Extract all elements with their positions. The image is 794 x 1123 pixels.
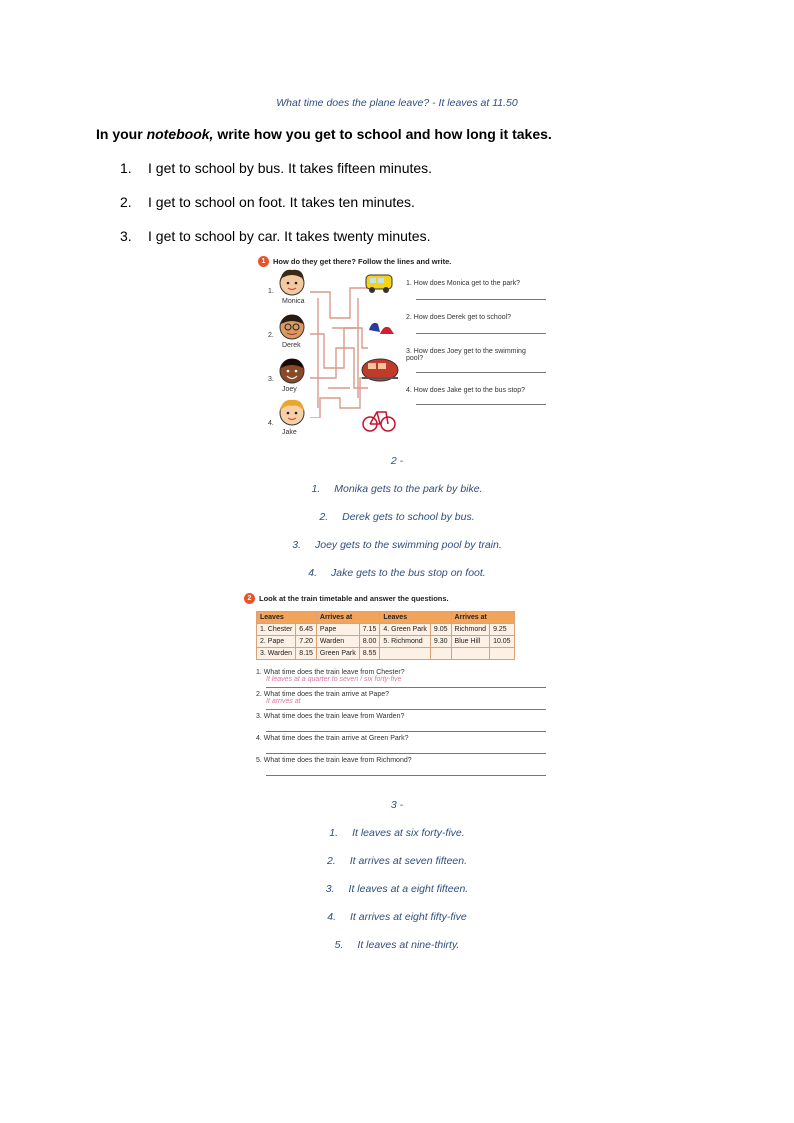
table-cell: 1. Chester	[257, 624, 296, 636]
table-row	[257, 648, 515, 660]
item-number: 4.	[327, 911, 337, 923]
instruction-emphasis: notebook,	[146, 126, 214, 142]
table-cell: 2. Pape	[257, 636, 296, 648]
table-cell: 7.20	[296, 636, 317, 648]
table-cell: 8.15	[296, 648, 317, 660]
item-text: I get to school by bus. It takes fifteen minutes.	[148, 160, 433, 176]
item-text: Joey gets to the swimming pool by train.	[315, 539, 502, 551]
list-item	[0, 511, 794, 523]
answer-line	[416, 299, 546, 300]
table-cell: 8.55	[359, 648, 380, 660]
answer-line	[266, 764, 546, 776]
item-text: It leaves at nine-thirty.	[357, 939, 460, 951]
exercise-maze-title-text: How do they get there? Follow the lines and write.	[273, 257, 452, 266]
table-cell: Warden	[316, 636, 359, 648]
question-item: 3. What time does the train leave from Warden?	[256, 713, 405, 720]
list-item	[0, 567, 794, 579]
instruction	[96, 126, 552, 142]
column-header: Arrives at	[451, 612, 514, 624]
table-cell: Pape	[316, 624, 359, 636]
item-number: 3.	[120, 228, 132, 244]
instruction-prefix: In your	[96, 126, 147, 142]
list-item	[120, 160, 432, 194]
exercise-timetable-title	[244, 593, 548, 604]
table-cell	[380, 648, 431, 660]
table-cell: 9.05	[430, 624, 451, 636]
item-number: 2.	[319, 511, 329, 523]
item-text: Derek gets to school by bus.	[342, 511, 475, 523]
handwritten-answer: It leaves at a quarter to seven / six forty-five	[266, 676, 546, 688]
exercise-number-badge: 2	[244, 593, 255, 604]
answer-line	[416, 333, 546, 334]
list-item	[0, 827, 794, 839]
list-item	[0, 483, 794, 495]
item-number: 3.	[292, 539, 301, 551]
child-derek	[268, 312, 308, 352]
child-name: Derek	[282, 342, 301, 349]
child-jake	[268, 398, 308, 442]
instruction-suffix: write how you get to school and how long it takes.	[213, 126, 552, 142]
table-cell: 8.00	[359, 636, 380, 648]
table-row	[257, 636, 515, 648]
exercise-maze-title	[258, 256, 548, 267]
child-number: 4.	[268, 420, 274, 427]
item-text: Jake gets to the bus stop on foot.	[331, 567, 486, 579]
exercise-maze-image	[258, 256, 548, 442]
derek-face-icon	[278, 312, 306, 342]
question-item: 1. What time does the train leave from Chester?	[256, 669, 405, 676]
item-number: 5.	[334, 939, 344, 951]
question-item: 3. How does Joey get to the swimming pool?	[406, 348, 526, 362]
answers-1-list	[120, 160, 432, 262]
item-text: It arrives at seven fifteen.	[349, 855, 468, 867]
item-number: 1.	[329, 827, 339, 839]
item-number: 2.	[326, 855, 336, 867]
table-cell: 5. Richmond	[380, 636, 431, 648]
table-cell: 3. Warden	[257, 648, 296, 660]
table-cell: Richmond	[451, 624, 490, 636]
child-name: Joey	[282, 386, 297, 393]
item-number: 2.	[120, 194, 132, 210]
child-number: 1.	[268, 288, 274, 295]
list-item	[120, 194, 432, 228]
exercise-timetable-title-text: Look at the train timetable and answer the questions.	[259, 594, 449, 603]
child-monica	[268, 268, 308, 308]
jake-face-icon	[278, 398, 306, 428]
question-item: 2. What time does the train arrive at Pape?	[256, 691, 390, 698]
train-icon	[360, 354, 400, 386]
shoes-icon	[366, 316, 396, 338]
question-item: 4. What time does the train arrive at Green Park?	[256, 735, 409, 742]
item-text: It leaves at a eight fifteen.	[348, 883, 469, 895]
top-line: What time does the plane leave? - It leaves at 11.50	[276, 97, 518, 109]
section-3-label: 3 -	[390, 799, 404, 811]
table-cell: 7.15	[359, 624, 380, 636]
table-cell: 4. Green Park	[380, 624, 431, 636]
item-text: It leaves at six forty-five.	[352, 827, 465, 839]
item-number: 3.	[325, 883, 335, 895]
list-item	[0, 939, 794, 951]
question-item: 5. What time does the train leave from Richmond?	[256, 757, 412, 764]
question-item: 4. How does Jake get to the bus stop?	[406, 387, 526, 394]
item-number: 1.	[311, 483, 321, 495]
list-item	[0, 883, 794, 895]
exercise-number-badge: 1	[258, 256, 269, 267]
column-header: Arrives at	[316, 612, 379, 624]
table-cell: 6.45	[296, 624, 317, 636]
item-text: I get to school by car. It takes twenty minutes.	[148, 228, 431, 244]
train-timetable	[256, 611, 515, 660]
child-joey	[268, 356, 308, 396]
bike-icon	[362, 404, 396, 434]
monica-face-icon	[278, 268, 306, 298]
answer-line	[416, 404, 546, 405]
table-cell	[490, 648, 515, 660]
table-cell: 9.30	[430, 636, 451, 648]
bus-icon	[364, 272, 394, 294]
answer-line	[416, 372, 546, 373]
item-text: Monika gets to the park by bike.	[334, 483, 483, 495]
item-text: I get to school on foot. It takes ten minutes.	[148, 194, 415, 210]
item-text: It arrives at eight fifty-five	[350, 911, 467, 923]
item-number: 1.	[120, 160, 132, 176]
answer-line	[266, 742, 546, 754]
maze-lines	[310, 278, 370, 418]
table-cell	[451, 648, 490, 660]
table-header-row	[257, 612, 515, 624]
handwritten-answer: It arrives at	[266, 698, 546, 710]
table-cell: 10.05	[490, 636, 515, 648]
child-name: Monica	[282, 298, 305, 305]
column-header: Leaves	[257, 612, 317, 624]
maze-questions	[406, 280, 546, 405]
item-number: 4.	[308, 567, 318, 579]
column-header: Leaves	[380, 612, 451, 624]
exercise-timetable-image	[244, 593, 548, 785]
timetable-questions	[256, 669, 546, 776]
child-name: Jake	[282, 429, 297, 436]
list-item	[0, 855, 794, 867]
table-row	[257, 624, 515, 636]
joey-face-icon	[278, 356, 306, 386]
table-cell	[430, 648, 451, 660]
table-cell: Blue Hill	[451, 636, 490, 648]
child-number: 3.	[268, 376, 274, 383]
answer-line	[266, 720, 546, 732]
section-2-label: 2 -	[390, 455, 404, 467]
table-cell: Green Park	[316, 648, 359, 660]
table-cell: 9.25	[490, 624, 515, 636]
list-item	[0, 539, 794, 551]
list-item	[0, 911, 794, 923]
question-item: 2. How does Derek get to school?	[406, 314, 512, 321]
child-number: 2.	[268, 332, 274, 339]
question-item: 1. How does Monica get to the park?	[406, 280, 521, 287]
